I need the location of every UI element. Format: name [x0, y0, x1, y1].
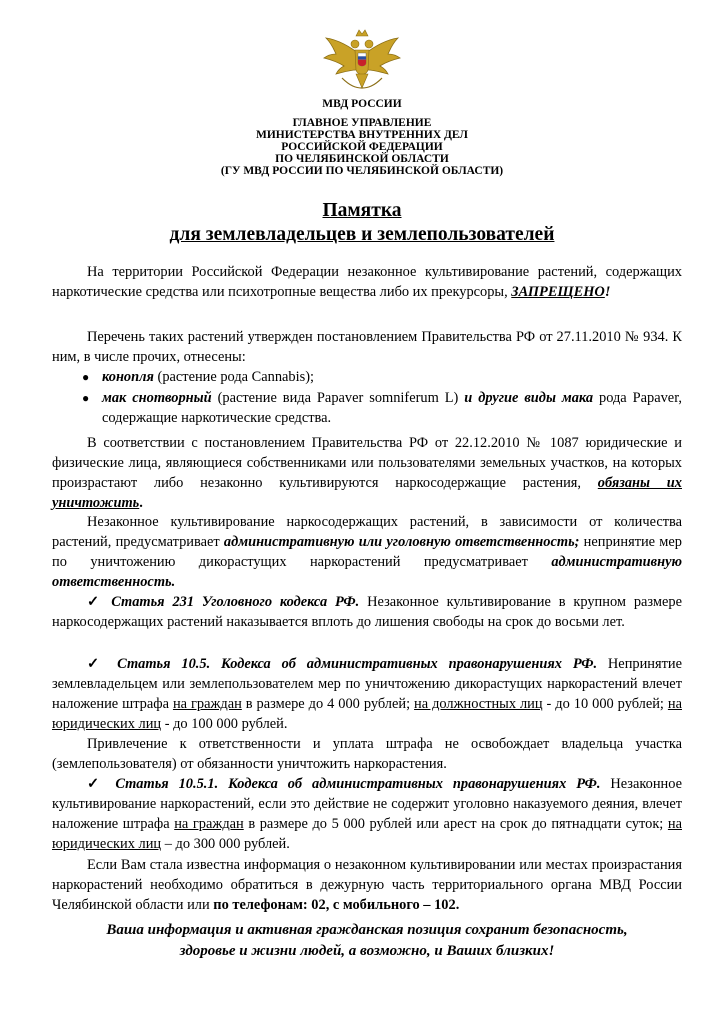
prohibited-word: ЗАПРЕЩЕНО [511, 284, 605, 300]
text: - до 100 000 рублей. [161, 716, 288, 732]
underlined-text: на должностных лиц [414, 696, 543, 712]
org-line: МИНИСТЕРСТВА ВНУТРЕННИХ ДЕЛ [255, 129, 469, 141]
liability-emphasis: административную или уголовную ответственность; [223, 534, 580, 550]
phone-numbers: по телефонам: 02, с мобильного – 102. [213, 897, 460, 913]
org-line: (ГУ МВД РОССИИ ПО ЧЕЛЯБИНСКОЙ ОБЛАСТИ) [220, 165, 504, 177]
plant-name: конопля [102, 369, 154, 385]
closing-appeal [52, 920, 682, 962]
check-mark-icon: ✓ [87, 594, 104, 610]
title-line: Памятка [322, 200, 402, 221]
text: в размере до 4 000 рублей; [241, 696, 415, 712]
org-line: ГЛАВНОЕ УПРАВЛЕНИЕ [292, 117, 432, 129]
liability-emphasis: административную ответственность. [52, 554, 682, 590]
list-item [82, 388, 682, 428]
text: Если Вам стала известна информация о незаконном культивировании или местах произрастания наркорастений необходимо обратиться в дежурную часть территориального органа МВД России Челябинской области или [52, 857, 682, 913]
text: непринятие мер по уничтожению дикорастущих наркорастений предусматривает [52, 534, 682, 570]
plant-name: и другие виды мака [464, 390, 594, 406]
text: (растение вида Papaver somniferum L) [211, 390, 465, 406]
text: Незаконное культивирование наркосодержащих растений, в зависимости от количества растений, предусматривает [52, 514, 682, 550]
check-mark-icon: ✓ [87, 776, 106, 792]
contact-paragraph [52, 855, 682, 915]
plants-list-intro: Перечень таких растений утвержден постановлением Правительства РФ от 27.11.2010 № 934. К ним, в числе прочих, отнесены: [52, 329, 682, 365]
check-mark-icon: ✓ [87, 656, 107, 672]
article-heading: Статья 10.5. Кодекса об административных правонарушениях РФ. [117, 656, 598, 672]
article-231-paragraph [52, 592, 682, 632]
underlined-text: на юридических лиц [52, 696, 682, 732]
text: Незаконное культивирование в крупном размере наркосодержащих растений наказывается вплоть до лишения свободы на срок до восьми лет. [52, 594, 682, 630]
article-10-5-paragraph [52, 654, 682, 734]
list-item [82, 367, 682, 387]
title-line: для землевладельцев и землепользователей [169, 224, 555, 245]
text: – до 300 000 рублей. [161, 836, 290, 852]
org-full-name [60, 117, 664, 177]
text: . [139, 495, 143, 511]
obligation-paragraph [52, 433, 682, 513]
text: в размере до 5 000 рублей или арест на срок до пятнадцати суток; [243, 816, 668, 832]
underlined-text: на граждан [172, 696, 242, 712]
intro-paragraph [52, 262, 682, 302]
text: рода Papaver, содержащие наркотические средства. [102, 390, 683, 426]
article-10-5-1-paragraph [52, 774, 682, 854]
page-title [60, 199, 664, 247]
article-heading: Статья 10.5.1. Кодекса об административных правонарушениях РФ. [115, 776, 601, 792]
text: В соответствии с постановлением Правительства РФ от 22.12.2010 № 1087 юридические и физические лица, являющиеся собственниками или пользователями земельных участков, на которых произрастают либо незаконно культивируются наркосодержащие растения, [52, 435, 682, 491]
bullet-dot-icon: ● [82, 370, 90, 384]
underlined-text: на граждан [174, 816, 244, 832]
fine-note-paragraph: Привлечение к ответственности и уплата штрафа не освобождает владельца участка (землепользователя) от обязанности уничтожить наркорастения. [52, 736, 682, 772]
org-line: ПО ЧЕЛЯБИНСКОЙ ОБЛАСТИ [275, 153, 449, 165]
double-headed-eagle-emblem [322, 26, 402, 92]
article-heading: Статья 231 Уголовного кодекса РФ. [111, 594, 360, 610]
text: - до 10 000 рублей; [542, 696, 668, 712]
text: ! [604, 284, 611, 300]
text: Незаконное культивирование наркорастений, если это действие не содержит уголовно наказуемого деяния, влечет наложение штрафа [52, 776, 683, 832]
text: (растение рода Cannabis); [153, 369, 314, 385]
obligation-emphasis: обязаны их уничтожить [52, 475, 682, 511]
closing-line: здоровье и жизни людей, а возможно, и Ваших близких! [179, 943, 555, 959]
org-line: РОССИЙСКОЙ ФЕДЕРАЦИИ [281, 141, 443, 153]
underlined-text: на юридических лиц [52, 816, 682, 852]
org-name: МВД РОССИИ [322, 98, 402, 110]
liability-paragraph [52, 512, 682, 592]
closing-line: Ваша информация и активная гражданская позиция сохранит безопасность, [106, 922, 628, 938]
text: Непринятие землевладельцем или землепользователем мер по уничтожению дикорастущих наркорастений влечет наложение штрафа [52, 656, 682, 712]
plant-name: мак снотворный [102, 390, 212, 406]
bullet-dot-icon: ● [82, 391, 90, 405]
text: На территории Российской Федерации незаконное культивирование растений, содержащих наркотические средства или психотропные вещества либо их прекурсоры, [52, 264, 682, 300]
